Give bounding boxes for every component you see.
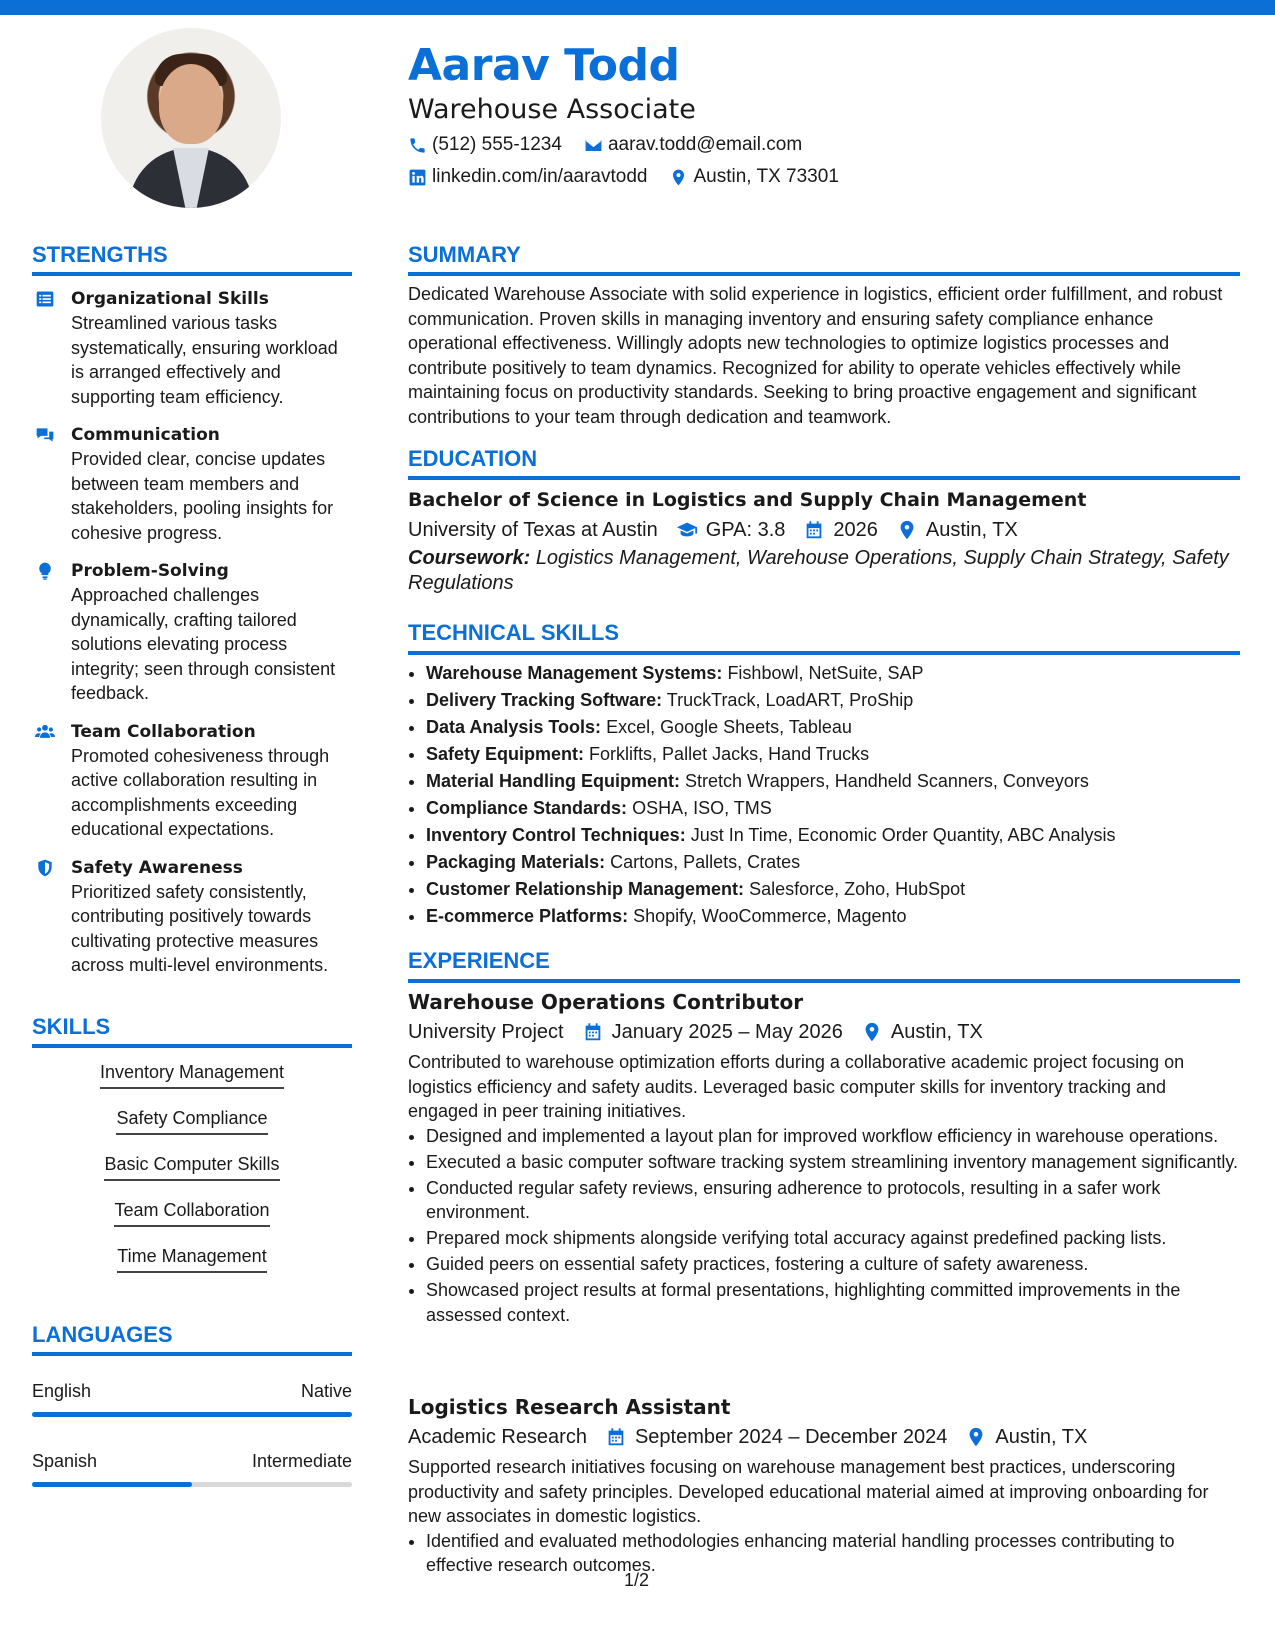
technical-skills-divider (408, 651, 1240, 655)
skill-tag: Team Collaboration (114, 1198, 269, 1227)
strength-desc: Approached challenges dynamically, crafting tailored solutions elevating process integrity; seen through consistent feedback. (71, 585, 336, 703)
page-number: 1/2 (624, 1570, 650, 1590)
language-proficiency-fill (32, 1412, 352, 1417)
location-pin-icon (861, 1021, 883, 1043)
coursework-label: Coursework: (408, 547, 531, 569)
list-item: • Data Analysis Tools: Excel, Google Sheets, Tableau (426, 714, 1240, 741)
language-proficiency-fill (32, 1482, 192, 1487)
location-text: Austin, TX 73301 (693, 166, 839, 187)
skills-list (32, 1060, 352, 1290)
education-divider (408, 476, 1240, 480)
list-item: • Customer Relationship Management: Salesforce, Zoho, HubSpot (426, 876, 1240, 903)
experience-entry (408, 988, 1240, 1329)
language-level: Native (300, 1381, 352, 1401)
strength-desc: Promoted cohesiveness through active collaboration resulting in accomplishments exceeding educational expectations. (71, 745, 330, 839)
experience-title: Logistics Research Assistant (408, 1395, 731, 1419)
phone-icon (408, 136, 427, 155)
list-item: • E-commerce Platforms: Shopify, WooCommerce, Magento (426, 903, 1240, 930)
strength-item (32, 559, 352, 706)
skill-tag: Basic Computer Skills (104, 1152, 279, 1181)
contact-row-2 (408, 166, 839, 188)
list-item: • Showcased project results at formal presentations, highlighting committed improvements in the assessed context. (426, 1278, 1240, 1327)
gpa-text: GPA: 3.8 (705, 519, 786, 541)
chat-icon (35, 425, 55, 445)
experience-description: Contributed to warehouse optimization efforts during a collaborative academic project focusing on logistics efficiency and safety audits. Leveraged basic computer skills for inventory tracking and engaged in peer training initiatives. (408, 1052, 1185, 1121)
top-accent-bar (0, 0, 1275, 15)
language-proficiency-bar (32, 1412, 352, 1417)
language-item (32, 1379, 352, 1417)
lightbulb-icon (35, 561, 55, 581)
strength-desc: Streamlined various tasks systematically, ensuring workload is arranged effectively and supporting team efficiency. (71, 313, 338, 407)
strengths-list (32, 287, 352, 992)
list-item: • Packaging Materials: Cartons, Pallets, Crates (426, 849, 1240, 876)
graduation-cap-icon (676, 519, 698, 541)
strength-title: Team Collaboration (71, 721, 256, 742)
experience-divider (408, 979, 1240, 983)
skills-divider (32, 1044, 352, 1048)
education-heading: EDUCATION (408, 446, 538, 471)
skill-tag: Safety Compliance (116, 1106, 267, 1135)
strength-title: Safety Awareness (71, 857, 243, 878)
shield-icon (35, 858, 55, 878)
coursework-list: Logistics Management, Warehouse Operations, Supply Chain Strategy, Safety Regulations (408, 547, 1229, 594)
experience-location: Austin, TX (890, 1021, 983, 1043)
list-item: • Material Handling Equipment: Stretch Wrappers, Handheld Scanners, Conveyors (426, 768, 1240, 795)
candidate-name: Aarav Todd (408, 40, 680, 91)
strengths-divider (32, 272, 352, 276)
degree-title: Bachelor of Science in Logistics and Supply Chain Management (408, 489, 1087, 511)
users-icon (35, 722, 55, 742)
strength-title: Problem-Solving (71, 561, 229, 581)
linkedin-icon (408, 168, 427, 187)
graduation-year: 2026 (833, 519, 878, 541)
phone-text: (512) 555-1234 (432, 134, 562, 155)
contact-linkedin[interactable] (408, 166, 647, 188)
language-item (32, 1449, 352, 1487)
profile-photo (101, 28, 281, 208)
experience-entry (408, 1393, 1240, 1579)
summary-heading: SUMMARY (408, 242, 521, 267)
list-item: • Conducted regular safety reviews, ensuring adherence to protocols, resulting in a safer work environment. (426, 1176, 1240, 1225)
skills-heading: SKILLS (32, 1014, 111, 1039)
list-item: • Guided peers on essential safety practices, fostering a culture of safety awareness. (426, 1252, 1240, 1277)
experience-heading: EXPERIENCE (408, 948, 550, 973)
summary-text: Dedicated Warehouse Associate with solid experience in logistics, efficient order fulfillment, and robust communication. Proven skills in managing inventory and ensuring safety compliance enhance operational effectiveness. Willingly adopts new technologies to optimize logistics processes and contribute positively to team dynamics. Recognized for ability to operate vehicles effectively while maintaining focus on productivity standards. Seeking to bring proactive engagement and significant contributions to your team through dedication and teamwork. (408, 284, 1223, 427)
list-item: • Delivery Tracking Software: TruckTrack, LoadART, ProShip (426, 687, 1240, 714)
list-icon (35, 289, 55, 309)
calendar-icon (803, 519, 825, 541)
list-item: • Executed a basic computer software tracking system streamlining inventory management significantly. (426, 1150, 1240, 1175)
summary-divider (408, 272, 1240, 276)
strength-item (32, 287, 352, 409)
list-item: • Prepared mock shipments alongside verifying total accuracy against predefined packing lists. (426, 1226, 1240, 1251)
list-item: • Compliance Standards: OSHA, ISO, TMS (426, 795, 1240, 822)
contact-location (669, 166, 838, 188)
experience-dates: September 2024 – December 2024 (634, 1426, 948, 1448)
email-text: aarav.todd@email.com (607, 134, 803, 155)
skill-tag: Time Management (117, 1244, 266, 1273)
strength-item (32, 423, 352, 545)
skill-tag: Inventory Management (100, 1060, 284, 1089)
language-name: Spanish (32, 1451, 98, 1471)
experience-org: Academic Research (408, 1426, 587, 1448)
experience-location: Austin, TX (995, 1426, 1088, 1448)
list-item: • Safety Equipment: Forklifts, Pallet Jacks, Hand Trucks (426, 741, 1240, 768)
location-pin-icon (669, 168, 688, 187)
coursework (408, 546, 1240, 596)
linkedin-text: linkedin.com/in/aaravtodd (432, 166, 648, 187)
strength-desc: Provided clear, concise updates between team members and stakeholders, pooling insights for cohesive progress. (71, 449, 334, 543)
languages-divider (32, 1352, 352, 1356)
strength-title: Organizational Skills (71, 289, 269, 309)
school-name: University of Texas at Austin (408, 519, 658, 541)
school-location: Austin, TX (925, 519, 1018, 541)
strength-item (32, 856, 352, 978)
language-level: Intermediate (251, 1451, 352, 1471)
languages-heading: LANGUAGES (32, 1322, 173, 1347)
technical-skills-heading: TECHNICAL SKILLS (408, 620, 620, 645)
technical-skills-list (408, 660, 1240, 930)
calendar-icon (605, 1426, 627, 1448)
contact-email[interactable] (584, 134, 802, 156)
language-proficiency-bar (32, 1482, 352, 1487)
location-pin-icon (896, 519, 918, 541)
list-item: • Identified and evaluated methodologies enhancing material handling processes contributing to effective research outcomes. (426, 1529, 1240, 1578)
list-item: • Designed and implemented a layout plan for improved workflow efficiency in warehouse operations. (426, 1124, 1240, 1149)
experience-title: Warehouse Operations Contributor (408, 990, 804, 1014)
contact-phone[interactable] (408, 134, 562, 156)
strength-title: Communication (71, 425, 220, 445)
list-item: • Inventory Control Techniques: Just In Time, Economic Order Quantity, ABC Analysis (426, 822, 1240, 849)
education-entry (408, 486, 1240, 596)
calendar-icon (582, 1021, 604, 1043)
experience-description: Supported research initiatives focusing on warehouse management best practices, underscoring productivity and safety principles. Developed educational material aimed at improving onboarding for new associates in domestic logistics. (408, 1457, 1209, 1526)
strength-desc: Prioritized safety consistently, contributing positively towards cultivating protective measures across multi-level environments. (71, 881, 329, 975)
experience-dates: January 2025 – May 2026 (611, 1021, 843, 1043)
contact-row-1 (408, 134, 802, 156)
email-icon (584, 136, 603, 155)
list-item: • Warehouse Management Systems: Fishbowl, NetSuite, SAP (426, 660, 1240, 687)
language-name: English (32, 1381, 92, 1401)
location-pin-icon (965, 1426, 987, 1448)
job-title: Warehouse Associate (408, 94, 696, 125)
strength-item (32, 720, 352, 842)
experience-org: University Project (408, 1021, 564, 1043)
strengths-heading: STRENGTHS (32, 242, 168, 267)
